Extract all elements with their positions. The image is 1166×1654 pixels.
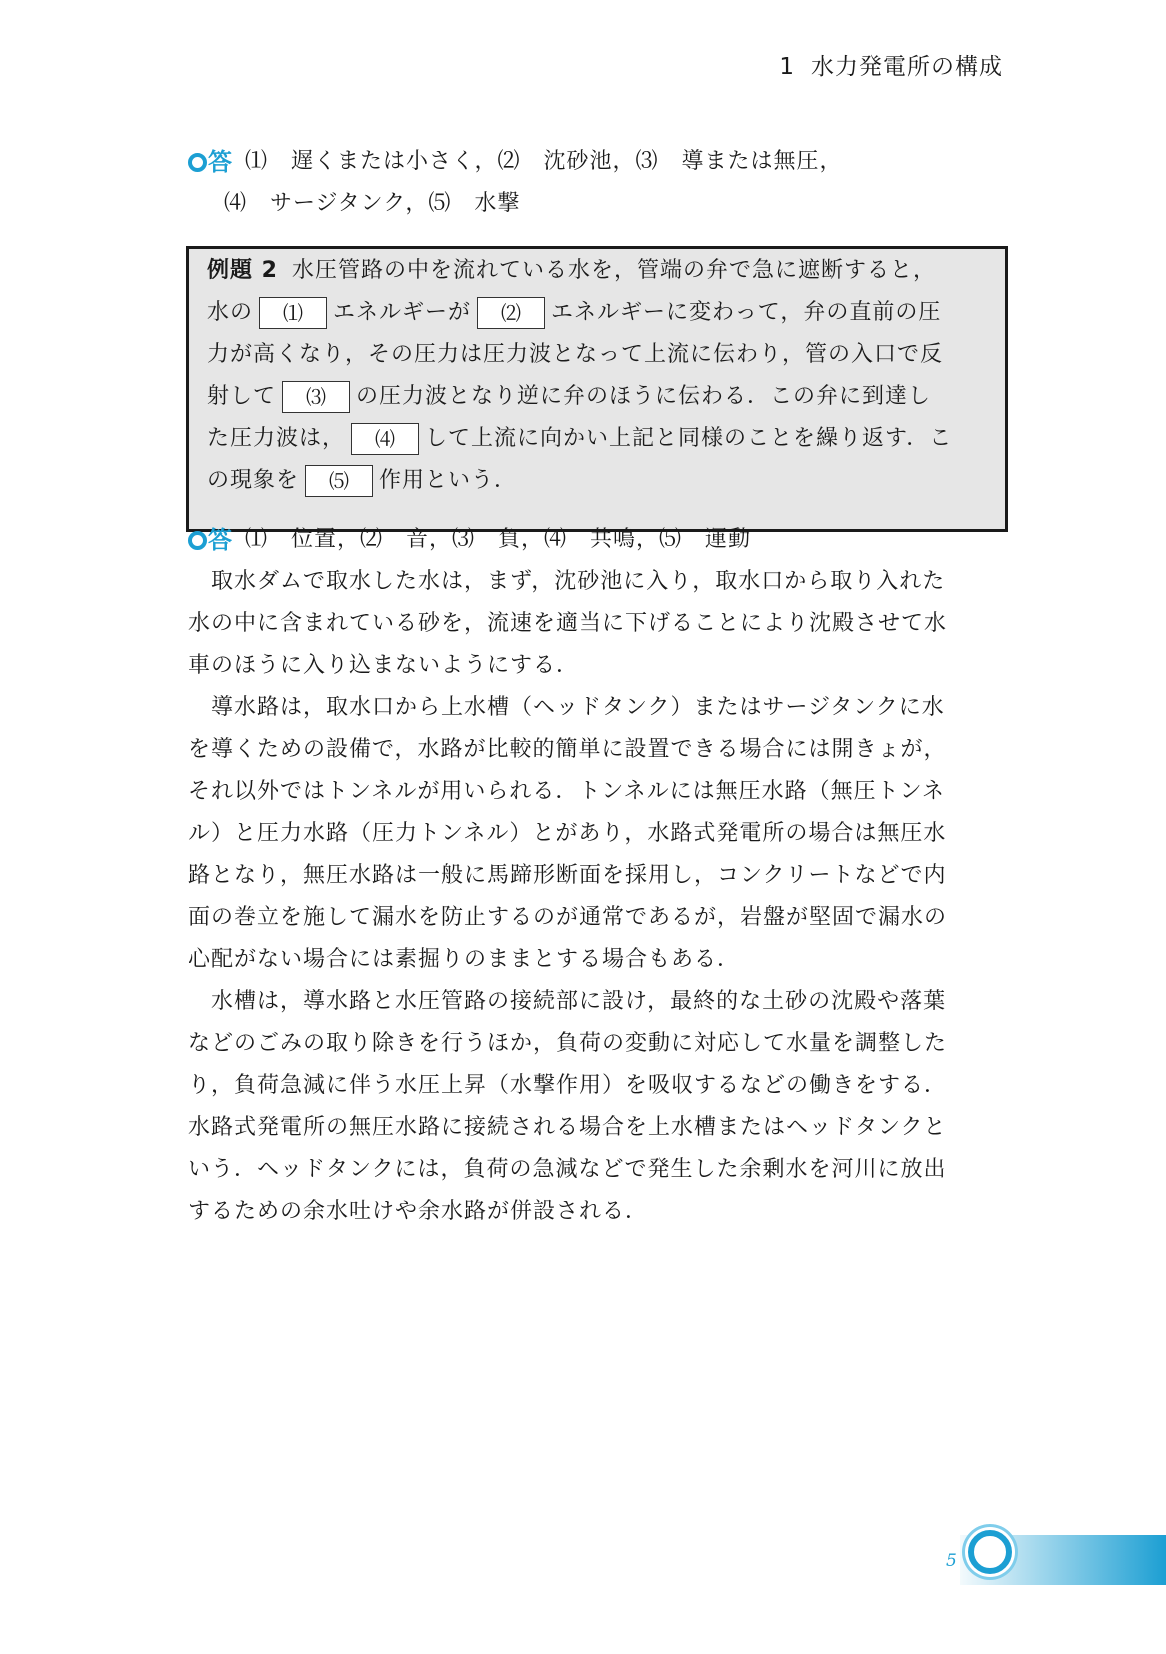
answer-circle-icon	[188, 531, 207, 550]
example-line-5: た圧力波は， ⑷ して上流に向かい上記と同様のことを繰り返す．こ	[207, 417, 987, 461]
body-line: 面の巻立を施して漏水を防止するのが通常であるが，岩盤が堅固で漏水の	[188, 905, 948, 930]
example-line-3: 力が高くなり，その圧力は圧力波となって上流に伝わり，管の入口で反	[207, 342, 944, 367]
answer-mark: 答	[188, 140, 233, 184]
blank-2: ⑵	[477, 297, 545, 329]
body-line: ル）と圧力水路（圧力トンネル）とがあり，水路式発電所の場合は無圧水	[188, 821, 947, 846]
answer-1-text-cont: ⑷ サージタンク，⑸ 水撃	[224, 191, 521, 216]
running-header	[779, 48, 1003, 81]
page-number: 5	[946, 1551, 957, 1571]
body-line: 水の中に含まれている砂を，流速を適当に下げることにより沈殿させて水	[188, 611, 948, 636]
example-2-box	[186, 246, 1008, 532]
answer-1-line-2	[188, 182, 1046, 226]
body-line: などのごみの取り除きを行うほか，負荷の変動に対応して水量を調整した	[188, 1031, 948, 1056]
body-line: するための余水吐けや余水路が併設される．	[188, 1199, 649, 1224]
example-line-2: 水の ⑴ エネルギーが ⑵ エネルギーに変わって，弁の直前の圧	[207, 291, 987, 335]
example-line-4: 射して ⑶ の圧力波となり逆に弁のほうに伝わる．この弁に到達し	[207, 375, 987, 419]
blank-4: ⑷	[351, 423, 419, 455]
body-line: それ以外ではトンネルが用いられる．トンネルには無圧水路（無圧トンネ	[188, 779, 946, 804]
answer-1-line-1	[188, 140, 1010, 184]
chapter-number: 1	[779, 54, 795, 80]
body-line: 水槽は，導水路と水圧管路の接続部に設け，最終的な土砂の沈殿や落葉	[188, 989, 947, 1014]
body-line: を導くための設備で，水路が比較的簡単に設置できる場合には開きょが，	[188, 737, 947, 762]
chapter-title: 水力発電所の構成	[811, 54, 1003, 80]
answer-mark: 答	[188, 518, 233, 562]
answer-2-text: ⑴ 位置，⑵ 音，⑶ 負，⑷ 共鳴，⑸ 運動	[245, 527, 752, 552]
answer-2-line	[188, 518, 1010, 562]
body-line: 取水ダムで取水した水は，まず，沈砂池に入り，取水口から取り入れた	[188, 569, 946, 594]
blank-5: ⑸	[305, 465, 373, 497]
body-line: 路となり，無圧水路は一般に馬蹄形断面を採用し，コンクリートなどで内	[188, 863, 947, 888]
body-line: 水路式発電所の無圧水路に接続される場合を上水槽またはヘッドタンクと	[188, 1115, 947, 1140]
body-line: り，負荷急減に伴う水圧上昇（水撃作用）を吸収するなどの働きをする．	[188, 1073, 948, 1098]
answer-circle-icon	[188, 153, 207, 172]
body-line: いう．ヘッドタンクには，負荷の急減などで発生した余剰水を河川に放出	[188, 1157, 947, 1182]
example-line-1: 例題 2 水圧管路の中を流れている水を，管端の弁で急に遮断すると，	[207, 258, 936, 283]
blank-1: ⑴	[259, 297, 327, 329]
body-line: 心配がない場合には素掘りのままとする場合もある．	[188, 947, 741, 972]
blank-3: ⑶	[282, 381, 350, 413]
body-line: 車のほうに入り込まないようにする．	[188, 653, 580, 678]
example-label: 例題 2	[207, 258, 278, 283]
footer-circle-icon	[968, 1530, 1012, 1574]
body-line: 導水路は，取水口から上水槽（ヘッドタンク）またはサージタンクに水	[188, 695, 945, 720]
answer-1-text: ⑴ 遅くまたは小さく，⑵ 沈砂池，⑶ 導または無圧，	[245, 149, 843, 174]
example-line-6: の現象を ⑸ 作用という．	[207, 459, 987, 503]
